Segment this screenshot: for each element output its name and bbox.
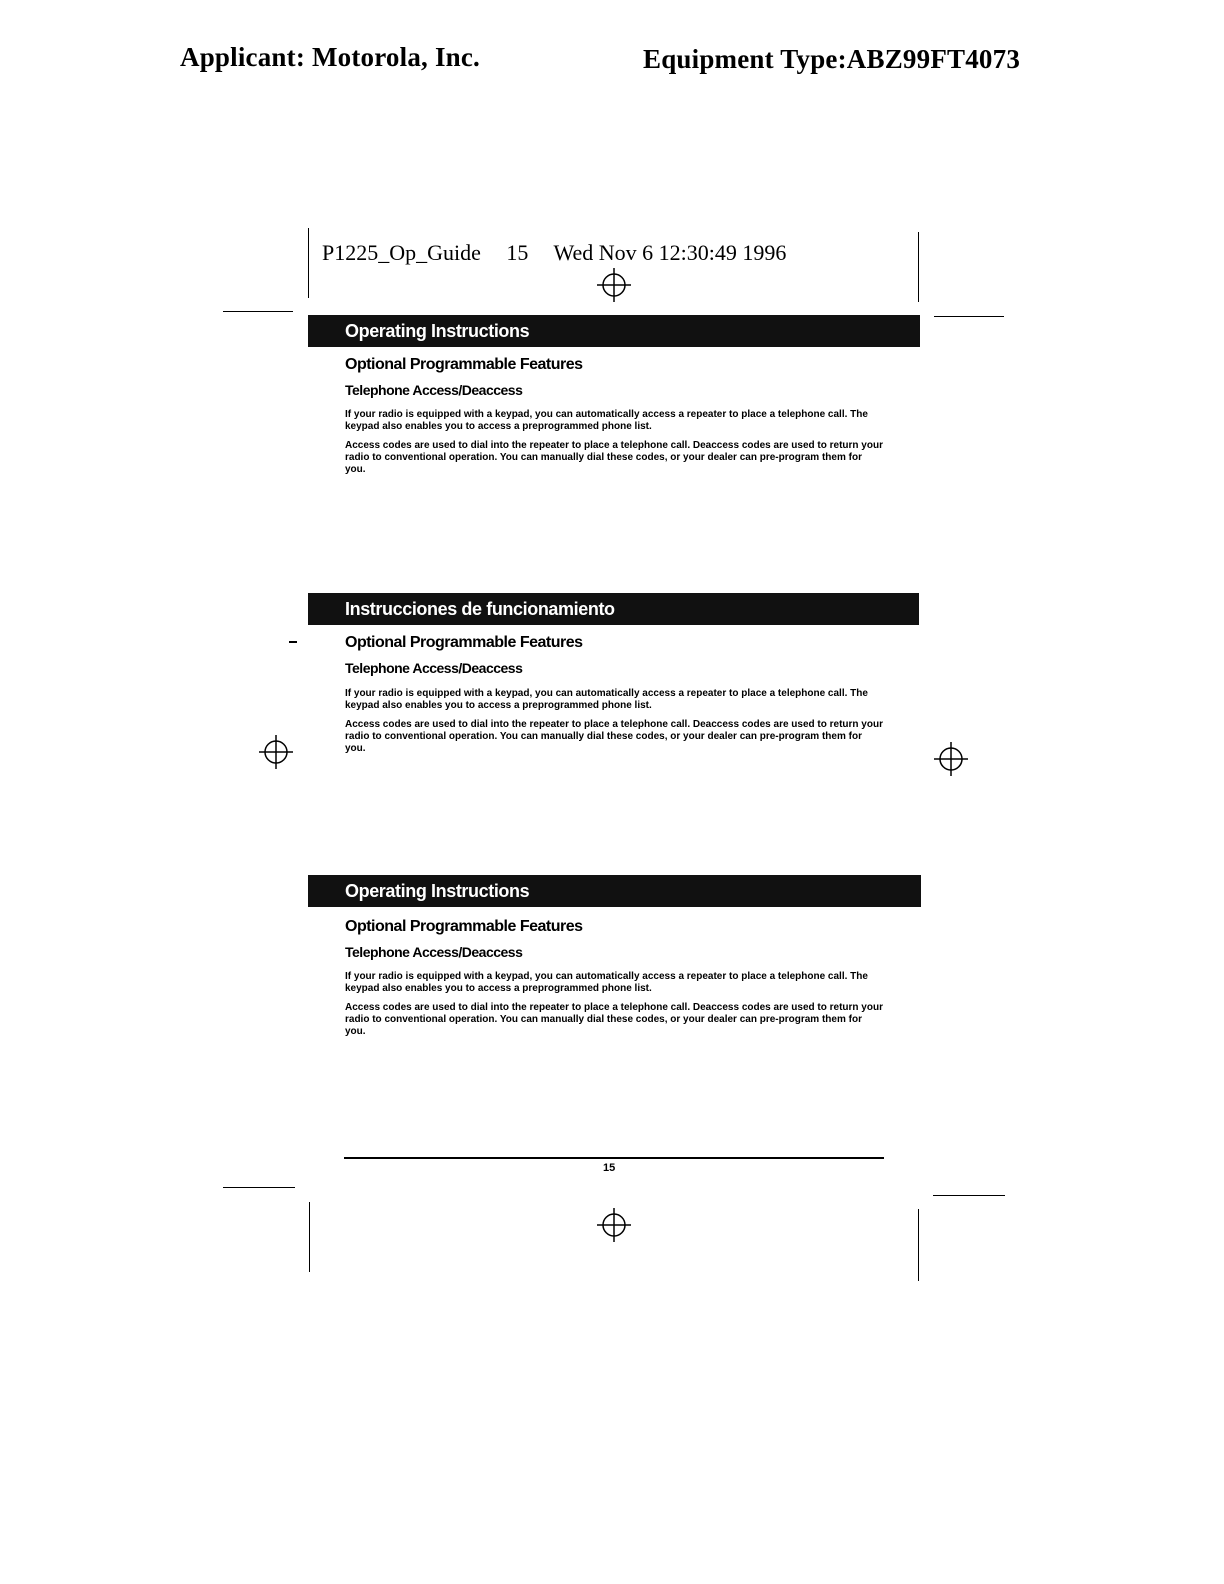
section-bar-instrucciones: Instrucciones de funcionamiento	[308, 593, 919, 625]
section-title: Optional Programmable Features	[345, 918, 583, 935]
paragraph: Access codes are used to dial into the repeater to place a telephone call. Deaccess codes are used to return your radio to conventional operation. You can manually dial these codes, or your dealer can pre-program them for you.	[345, 719, 883, 754]
crop-mark-right-bottom	[933, 1195, 1005, 1196]
section-bar-operating-instructions: Operating Instructions	[308, 875, 921, 907]
paragraph: Access codes are used to dial into the repeater to place a telephone call. Deaccess codes are used to return your radio to conventional operation. You can manually dial these codes, or your dealer can pre-program them for you.	[345, 1002, 883, 1037]
section-title: Optional Programmable Features	[345, 356, 583, 373]
registration-mark-icon	[597, 1208, 631, 1242]
crop-mark-left-bottom	[223, 1187, 295, 1188]
subsection-title: Telephone Access/Deaccess	[345, 382, 523, 398]
paragraph: If your radio is equipped with a keypad, you can automatically access a repeater to place a telephone call. The keypad also enables you to access a preprogrammed phone list.	[345, 688, 868, 711]
footer-rule	[344, 1157, 884, 1159]
crop-mark-bottom-left	[309, 1202, 310, 1272]
equipment-type-heading: Equipment Type:ABZ99FT4073	[643, 44, 1021, 74]
crop-mark-top-left	[308, 228, 309, 298]
section-bar-operating-instructions: Operating Instructions	[308, 315, 920, 347]
crop-mark-left-top	[223, 311, 293, 312]
body-text	[345, 971, 885, 1045]
margin-dash	[289, 641, 297, 643]
registration-mark-icon	[934, 742, 968, 776]
applicant-heading: Applicant: Motorola, Inc.	[180, 42, 480, 72]
registration-mark-icon	[259, 735, 293, 769]
page-number: 15	[603, 1162, 616, 1174]
paragraph: Access codes are used to dial into the repeater to place a telephone call. Deaccess codes are used to return your radio to conventional operation. You can manually dial these codes, or your dealer can pre-program them for you.	[345, 440, 883, 475]
paragraph: If your radio is equipped with a keypad, you can automatically access a repeater to place a telephone call. The keypad also enables you to access a preprogrammed phone list.	[345, 971, 868, 994]
crop-mark-right-top	[934, 316, 1004, 317]
slug-date: Wed Nov 6 12:30:49 1996	[553, 240, 787, 265]
subsection-title: Telephone Access/Deaccess	[345, 660, 523, 676]
crop-mark-bottom-right	[918, 1209, 919, 1281]
paragraph: If your radio is equipped with a keypad, you can automatically access a repeater to place a telephone call. The keypad also enables you to access a preprogrammed phone list.	[345, 409, 868, 432]
slug-file: P1225_Op_Guide	[322, 240, 481, 265]
subsection-title: Telephone Access/Deaccess	[345, 944, 523, 960]
slug-page: 15	[506, 240, 529, 265]
registration-mark-icon	[597, 268, 631, 302]
crop-mark-top-right	[918, 232, 919, 302]
print-slug	[322, 240, 806, 266]
body-text	[345, 409, 885, 483]
section-title: Optional Programmable Features	[345, 634, 583, 651]
body-text	[345, 688, 885, 762]
